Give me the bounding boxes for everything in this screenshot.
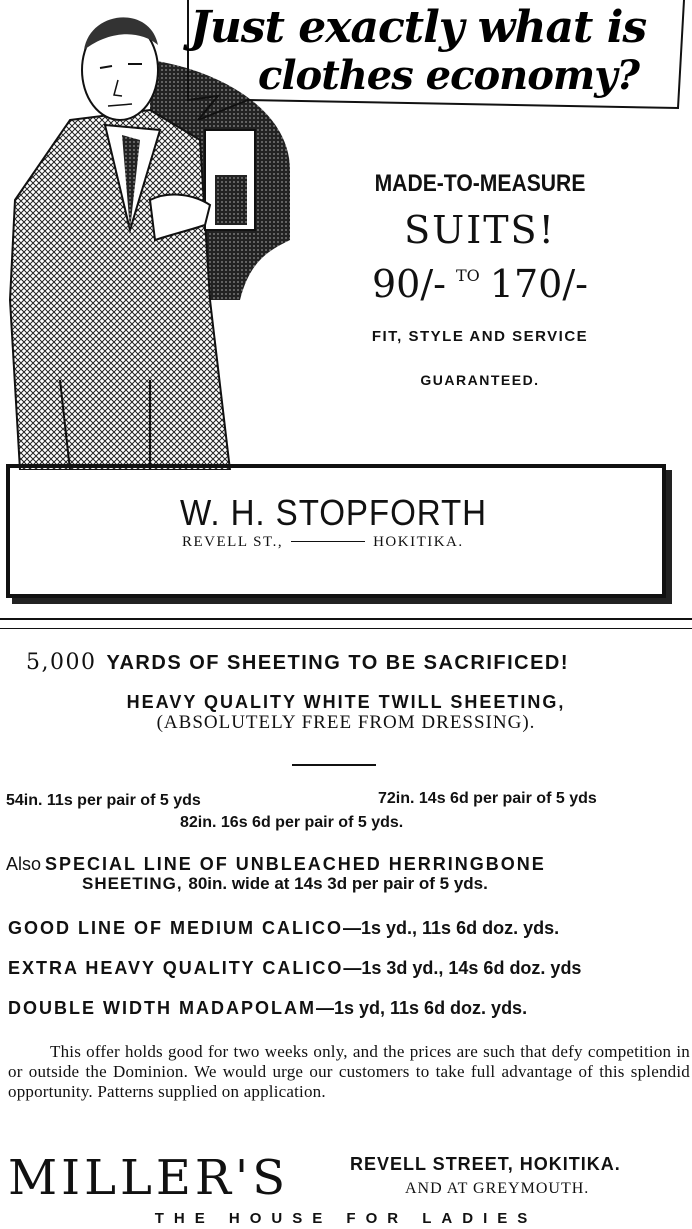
price-to-word: TO: [456, 266, 480, 285]
shop-street: REVELL ST.,: [182, 534, 284, 550]
price-54in: 54in. 11s per pair of 5 yds: [6, 792, 201, 809]
headline-line-1: Just exactly what is: [190, 2, 647, 53]
calico-1-tail: —1s yd., 11s 6d doz. yds.: [343, 918, 560, 938]
sheeting-sale-headline: [26, 650, 569, 675]
price-to: 170/-: [489, 262, 588, 306]
made-to-measure: MADE-TO-MEASURE: [374, 170, 586, 197]
calico-1-caps: GOOD LINE OF MEDIUM CALICO: [8, 918, 343, 938]
free-from-dressing: (ABSOLUTELY FREE FROM DRESSING).: [156, 712, 536, 733]
address-dash: [291, 541, 365, 542]
calico-3-tail: —1s yd, 11s 6d doz. yds.: [315, 998, 528, 1018]
heavy-quality-line: HEAVY QUALITY WHITE TWILL SHEETING,: [126, 692, 566, 712]
madapolam-line: [8, 998, 527, 1019]
guaranteed: GUARANTEED.: [420, 372, 540, 388]
shop-name: W. H. STOPFORTH: [180, 492, 488, 533]
yards-text: YARDS OF SHEETING TO BE SACRIFICED!: [106, 652, 570, 674]
millers-address: REVELL STREET, HOKITIKA.: [350, 1154, 621, 1174]
also-caps: SPECIAL LINE OF UNBLEACHED HERRINGBONE: [45, 854, 546, 874]
heavy-calico-line: [8, 958, 581, 979]
medium-calico-line: [8, 918, 559, 939]
price-82in: 82in. 16s 6d per pair of 5 yds.: [180, 814, 404, 831]
also2-caps: SHEETING,: [82, 874, 183, 893]
also2-rest: 80in. wide at 14s 3d per pair of 5 yds.: [188, 874, 488, 893]
calico-2-caps: EXTRA HEAVY QUALITY CALICO: [8, 958, 344, 978]
millers-slogan: THE HOUSE FOR LADIES: [154, 1210, 538, 1227]
shop-town: HOKITIKA.: [373, 534, 464, 550]
also-lead: Also: [6, 854, 42, 874]
calico-3-caps: DOUBLE WIDTH MADAPOLAM: [8, 998, 316, 1018]
herringbone-line-2: [82, 874, 488, 894]
headline-line-2: clothes economy?: [258, 52, 639, 99]
ad-separator-thin: [0, 628, 692, 629]
ad-separator: [0, 618, 692, 620]
price-72in: 72in. 14s 6d per pair of 5 yds: [378, 790, 597, 807]
shop-address: [182, 534, 464, 551]
suit-price-range: [300, 262, 660, 306]
calico-2-tail: —1s 3d yd., 14s 6d doz. yds: [343, 958, 582, 978]
short-rule: [292, 764, 376, 766]
fit-style-service: FIT, STYLE AND SERVICE: [371, 328, 589, 345]
millers-branch: AND AT GREYMOUTH.: [405, 1180, 590, 1197]
millers-brand: MILLER'S: [8, 1150, 290, 1206]
price-from: 90/-: [372, 262, 446, 306]
yards-number: 5,000: [26, 650, 97, 675]
suits-heading: SUITS!: [404, 208, 556, 252]
herringbone-line-1: [6, 854, 546, 875]
offer-paragraph: This offer holds good for two weeks only, and the prices are such that defy competition in or outside the Dominion. We would urge our customers to take full advantage of this splendid opportunity. Patterns supplied on application.: [8, 1042, 690, 1101]
